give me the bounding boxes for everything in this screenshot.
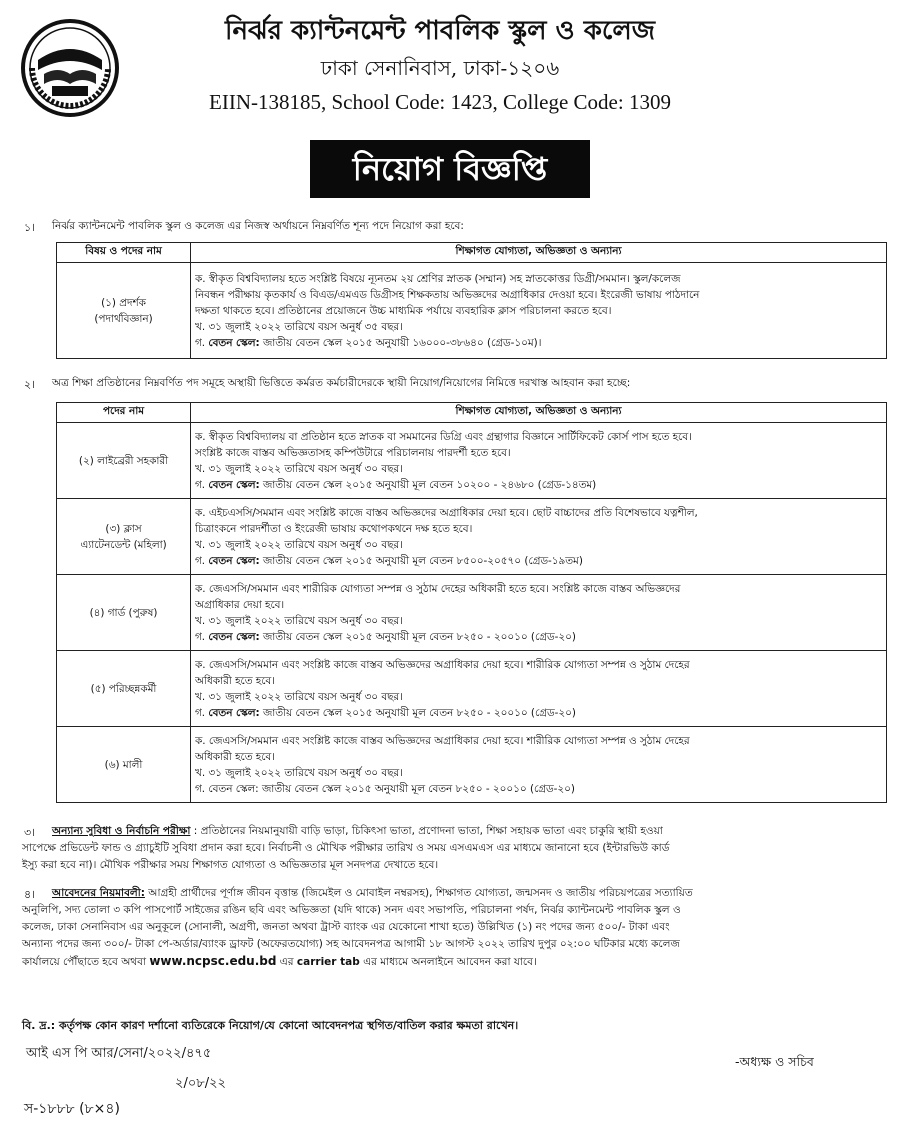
section-4-line: অন্যান্য পদের জন্য ৩০০/- টাকা পে-অর্ডার/ব্যাংক ড্রাফট (অফেরতযোগ্য) সহ আবেদনপত্র আগামী ১৮ আগস্ট ২০২২ তারিখ দুপুর ০২:০০ ঘটিকার মধ্যে কলেজ — [22, 938, 680, 950]
pay-text: জাতীয় বেতন স্কেল ২০১৫ অনুযায়ী মূল বেতন ১০২০০ - ২৪৬৮০ (গ্রেড-১৪তম) — [259, 478, 597, 491]
requirement-line: অধিকারী হতে হবে। — [195, 750, 275, 763]
section-2-number: ২। — [24, 378, 36, 391]
pay-label: বেতন স্কেল: — [208, 554, 260, 567]
pay-scale-line — [195, 781, 882, 797]
pay-scale-line — [195, 629, 882, 645]
carrier-tab-text: carrier tab — [296, 956, 360, 968]
section-4-line-prefix: কার্যালয়ে পৌঁছাতে হবে অথবা — [22, 956, 150, 968]
post-name-cell — [57, 727, 191, 803]
requirement-line: খ. ৩১ জুলাই ২০২২ তারিখে বয়স অনুর্ধ ৩০ বছর। — [195, 766, 403, 779]
table-row — [57, 423, 887, 499]
post-subname: এ্যাটেনডেন্ট (মহিলা) — [80, 538, 167, 551]
requirement-line: অধিকারী হতে হবে। — [195, 674, 275, 687]
section-1-intro: নির্ঝর ক্যান্টনমেন্ট পাবলিক স্কুল ও কলেজ এর নিজস্ব অর্থায়নে নিম্নবর্ণিত শূন্য পদে নিয়োগ করা হবে: — [52, 220, 464, 232]
section-1-table — [56, 242, 887, 359]
section-3-number: ৩। — [24, 826, 36, 839]
memo-number: আই এস পি আর/সেনা/২০২২/৪৭৫ — [26, 1046, 212, 1061]
institution-logo — [18, 18, 122, 118]
requirement-line: ক. স্বীকৃত বিশ্ববিদ্যালয় হতে সংশ্লিষ্ট বিষয়ে ন্যূনতম ২য় শ্রেণির স্নাতক (সম্মান) সহ স্নাতকোত্তর ডিগ্রী/সমমান। স্কুল/কলেজ — [195, 272, 681, 285]
pay-prefix: গ. — [195, 478, 209, 491]
post-name: (৫) পরিচ্ছন্নকর্মী — [90, 682, 157, 695]
pay-text: জাতীয় বেতন স্কেল ২০১৫ অনুযায়ী ১৬০০০-৩৮৬৪০ (গ্রেড-১০ম)। — [259, 336, 542, 349]
website-link[interactable]: www.ncpsc.edu.bd — [149, 954, 277, 968]
signatory: -অধ্যক্ষ ও সচিব — [735, 1054, 814, 1069]
post-name-cell — [57, 423, 191, 499]
section-4-line: অনুলিপি, সদ্য তোলা ৩ কপি পাসপোর্ট সাইজের রঙিন ছবি এবং অভিজ্ঞতা (যদি থাকে) সনদ এবং সভাপতি, পরিচালনা পর্ষদ, নির্ঝর ক্যান্টনমেন্ট পাবলিক স্কুল ও — [22, 904, 681, 916]
section-4-line-suffix: এর মাধ্যমে অনলাইনে আবেদন করা যাবে। — [359, 956, 537, 968]
requirement-line: চিত্রাংকনে পারদর্শীতা ও ইংরেজী ভাষায় কথোপকথনে দক্ষ হতে হবে। — [195, 522, 473, 535]
requirement-line: খ. ৩১ জুলাই ২০২২ তারিখে বয়স অনুর্ধ ৩০ বছর। — [195, 614, 403, 627]
section-3-label: অন্যান্য সুবিধা ও নির্বাচনি পরীক্ষা — [52, 825, 191, 837]
pay-scale-line — [195, 705, 882, 721]
section-3-paragraph — [22, 823, 888, 874]
post-name: (৩) ক্লাস — [105, 522, 142, 535]
requirements-cell — [191, 263, 887, 359]
section-3-line: সাপেক্ষে প্রভিডেন্ট ফান্ড ও গ্র্যাচুইটি সুবিধা প্রদান করা হবে। নির্বাচনী ও মৌখিক পরীক্ষার তারিখ ও সময় এসএমএস এর মাধ্যমে জানানো হবে (ইন্টারভিউ কার্ড — [22, 842, 670, 854]
post-subname: (পদার্থবিজ্ঞান) — [94, 312, 153, 325]
section-4-line-mid: এর — [276, 956, 297, 968]
table-row — [57, 499, 887, 575]
requirements-cell — [191, 575, 887, 651]
pay-text: জাতীয় বেতন স্কেল ২০১৫ অনুযায়ী মূল বেতন ৮৫০০-২০৫৭০ (গ্রেড-১৯তম) — [259, 554, 583, 567]
requirement-line: নিবন্ধন পরীক্ষায় কৃতকার্য ও বিএড/এমএড ডিগ্রীসহ শিক্ষকতায় অভিজ্ঞদের অগ্রাধিকার দেওয়া হবে। ইংরেজী ভাষায় পাঠদানে — [195, 288, 700, 301]
table-row — [57, 575, 887, 651]
post-name: (৬) মালী — [104, 758, 143, 771]
post-name-cell — [57, 263, 191, 359]
pay-label: বেতন স্কেল: — [208, 336, 260, 349]
post-name-cell — [57, 499, 191, 575]
pay-label: বেতন স্কেল: — [208, 706, 260, 719]
requirement-line: ক. স্বীকৃত বিশ্ববিদ্যালয় বা প্রতিষ্ঠান হতে স্নাতক বা সমমানের ডিগ্রি এবং গ্রন্থাগার বিজ্ঞানে সার্টিফিকেট কোর্স পাস হতে হবে। — [195, 430, 692, 443]
pay-label: বেতন স্কেল: — [208, 478, 260, 491]
table-header-requirements: শিক্ষাগত যোগ্যতা, অভিজ্ঞতা ও অন্যান্য — [191, 243, 887, 263]
notice-title: নিয়োগ বিজ্ঞপ্তি — [310, 140, 590, 198]
pay-prefix: গ. — [195, 706, 209, 719]
requirement-line: খ. ৩১ জুলাই ২০২২ তারিখে বয়স অনুর্ধ ৩০ বছর। — [195, 690, 403, 703]
section-4-line: কলেজ, ঢাকা সেনানিবাস এর অনুকূলে (সোনালী, অগ্রণী, জনতা অথবা ট্রাস্ট ব্যাংক এর যেকোনো শাখা হতে) উল্লিখিত (১) নং পদের জন্য ৫০০/- টাকা এবং — [22, 921, 670, 933]
requirement-line: ক. জেএসসি/সমমান এবং সংশ্লিষ্ট কাজে বাস্তব অভিজ্ঞদের অগ্রাধিকার দেয়া হবে। শারীরিক যোগ্যতা সম্পন্ন ও সুঠাম দেহের — [195, 658, 690, 671]
pay-scale-line — [195, 477, 882, 493]
pay-text: জাতীয় বেতন স্কেল ২০১৫ অনুযায়ী মূল বেতন ৮২৫০ - ২০০১০ (গ্রেড-২০) — [259, 630, 576, 643]
post-name-cell — [57, 651, 191, 727]
requirement-line: ক. জেএসসি/সমমান এবং সংশ্লিষ্ট কাজে বাস্তব অভিজ্ঞদের অগ্রাধিকার দেয়া হবে। শারীরিক যোগ্যতা সম্পন্ন ও সুঠাম দেহের — [195, 734, 690, 747]
ad-reference: স-১৮৮৮ (৮×৪) — [24, 1101, 120, 1117]
pay-text: জাতীয় বেতন স্কেল ২০১৫ অনুযায়ী মূল বেতন ৮২৫০ - ২০০১০ (গ্রেড-২০) — [258, 782, 575, 795]
table-row — [57, 263, 887, 359]
requirement-line: অগ্রাধিকার দেয়া হবে। — [195, 598, 285, 611]
section-3-line: : প্রতিষ্ঠানের নিয়মানুযায়ী বাড়ি ভাড়া, চিকিৎসা ভাতা, প্রণোদনা ভাতা, শিক্ষা সহায়ক ভাতা এবং চাকুরি স্থায়ী হওয়া — [190, 825, 663, 837]
section-4-line: আগ্রহী প্রার্থীদের পূর্ণাঙ্গ জীবন বৃত্তান্ত (জিমেইল ও মোবাইল নম্বরসহ), শিক্ষাগত যোগ্যতা, জন্মসনদ ও জাতীয় পরিচয়পত্রের সত্যায়িত — [144, 887, 693, 899]
table-row — [57, 651, 887, 727]
requirement-line: ক. এইচএসসি/সমমান এবং সংশ্লিষ্ট কাজে বাস্তব অভিজ্ঞদের অগ্রাধিকার দেয়া হবে। ছোট বাচ্চাদের প্রতি বিশেষভাবে যত্নশীল, — [195, 506, 698, 519]
requirement-line: খ. ৩১ জুলাই ২০২২ তারিখে বয়স অনুর্ধ ৩০ বছর। — [195, 462, 403, 475]
footer-note: বি. দ্র.: কর্তৃপক্ষ কোন কারণ দর্শানো ব্যতিরেকে নিয়োগ/যে কোনো আবেদনপত্র স্থগিত/বাতিল করার ক্ষমতা রাখেন। — [22, 1019, 519, 1032]
requirement-line: খ. ৩১ জুলাই ২০২২ তারিখে বয়স অনুর্ধ ৩৫ বছর। — [195, 320, 403, 333]
table-header-post: পদের নাম — [57, 403, 191, 423]
institution-name: নির্ঝর ক্যান্টনমেন্ট পাবলিক স্কুল ও কলেজ — [225, 16, 655, 46]
institution-codes: EIIN-138185, School Code: 1423, College Code: 1309 — [209, 90, 671, 114]
pay-scale-line — [195, 553, 882, 569]
pay-prefix: গ. — [195, 782, 209, 795]
requirements-cell — [191, 727, 887, 803]
requirement-line: ক. জেএসসি/সমমান এবং শারীরিক যোগ্যতা সম্পন্ন ও সুঠাম দেহের অধিকারী হতে হবে। সংশ্লিষ্ট কাজে বাস্তব অভিজ্ঞদের — [195, 582, 681, 595]
requirement-line: সংশ্লিষ্ট কাজে বাস্তব অভিজ্ঞতাসহ কম্পিউটারে পরিচালনায় পারদর্শী হতে হবে। — [195, 446, 511, 459]
requirements-cell — [191, 499, 887, 575]
pay-label: বেতন স্কেল: — [208, 782, 259, 795]
post-name: (২) লাইব্রেরী সহকারী — [78, 454, 169, 467]
section-4-last-line — [22, 953, 888, 971]
signed-date: ২/০৮/২২ — [175, 1076, 227, 1091]
table-header-requirements: শিক্ষাগত যোগ্যতা, অভিজ্ঞতা ও অন্যান্য — [191, 403, 887, 423]
institution-address: ঢাকা সেনানিবাস, ঢাকা-১২০৬ — [320, 56, 560, 80]
section-4-paragraph — [22, 885, 888, 971]
post-name: (১) প্রদর্শক — [101, 296, 146, 309]
table-row — [57, 727, 887, 803]
pay-scale-line — [195, 335, 882, 351]
section-4-label: আবেদনের নিয়মাবলী: — [52, 887, 145, 899]
pay-prefix: গ. — [195, 630, 209, 643]
pay-prefix: গ. — [195, 554, 209, 567]
requirement-line: খ. ৩১ জুলাই ২০২২ তারিখে বয়স অনুর্ধ ৩০ বছর। — [195, 538, 403, 551]
requirement-line: দক্ষতা থাকতে হবে। প্রতিষ্ঠানের প্রয়োজনে উচ্চ মাধ্যমিক পর্যায়ে ব্যবহারিক ক্লাস পরিচালনা করতে হবে। — [195, 304, 612, 317]
pay-text: জাতীয় বেতন স্কেল ২০১৫ অনুযায়ী মূল বেতন ৮২৫০ - ২০০১০ (গ্রেড-২০) — [259, 706, 576, 719]
table-header-post: বিষয় ও পদের নাম — [57, 243, 191, 263]
pay-prefix: গ. — [195, 336, 209, 349]
post-name: (৪) গার্ড (পুরুষ) — [89, 606, 158, 619]
section-4-number: ৪। — [24, 888, 36, 901]
requirements-cell — [191, 651, 887, 727]
pay-label: বেতন স্কেল: — [208, 630, 260, 643]
section-2-intro: অত্র শিক্ষা প্রতিষ্ঠানের নিম্নবর্ণিত পদ সমূহে অস্থায়ী ভিত্তিতে কর্মরত কর্মচারীদেরকে স্থায়ী নিয়োগ/নিয়োগের নিমিত্তে দরখাস্ত আহবান করা হচ্ছে: — [52, 377, 631, 389]
section-1-number: ১। — [24, 221, 36, 234]
post-name-cell — [57, 575, 191, 651]
section-3-line: ইস্যু করা হবে না)। মৌখিক পরীক্ষার সময় শিক্ষাগত যোগ্যতা ও অভিজ্ঞতার মূল সনদপত্র দেখাতে হবে। — [22, 859, 439, 871]
section-2-table — [56, 402, 887, 803]
requirements-cell — [191, 423, 887, 499]
